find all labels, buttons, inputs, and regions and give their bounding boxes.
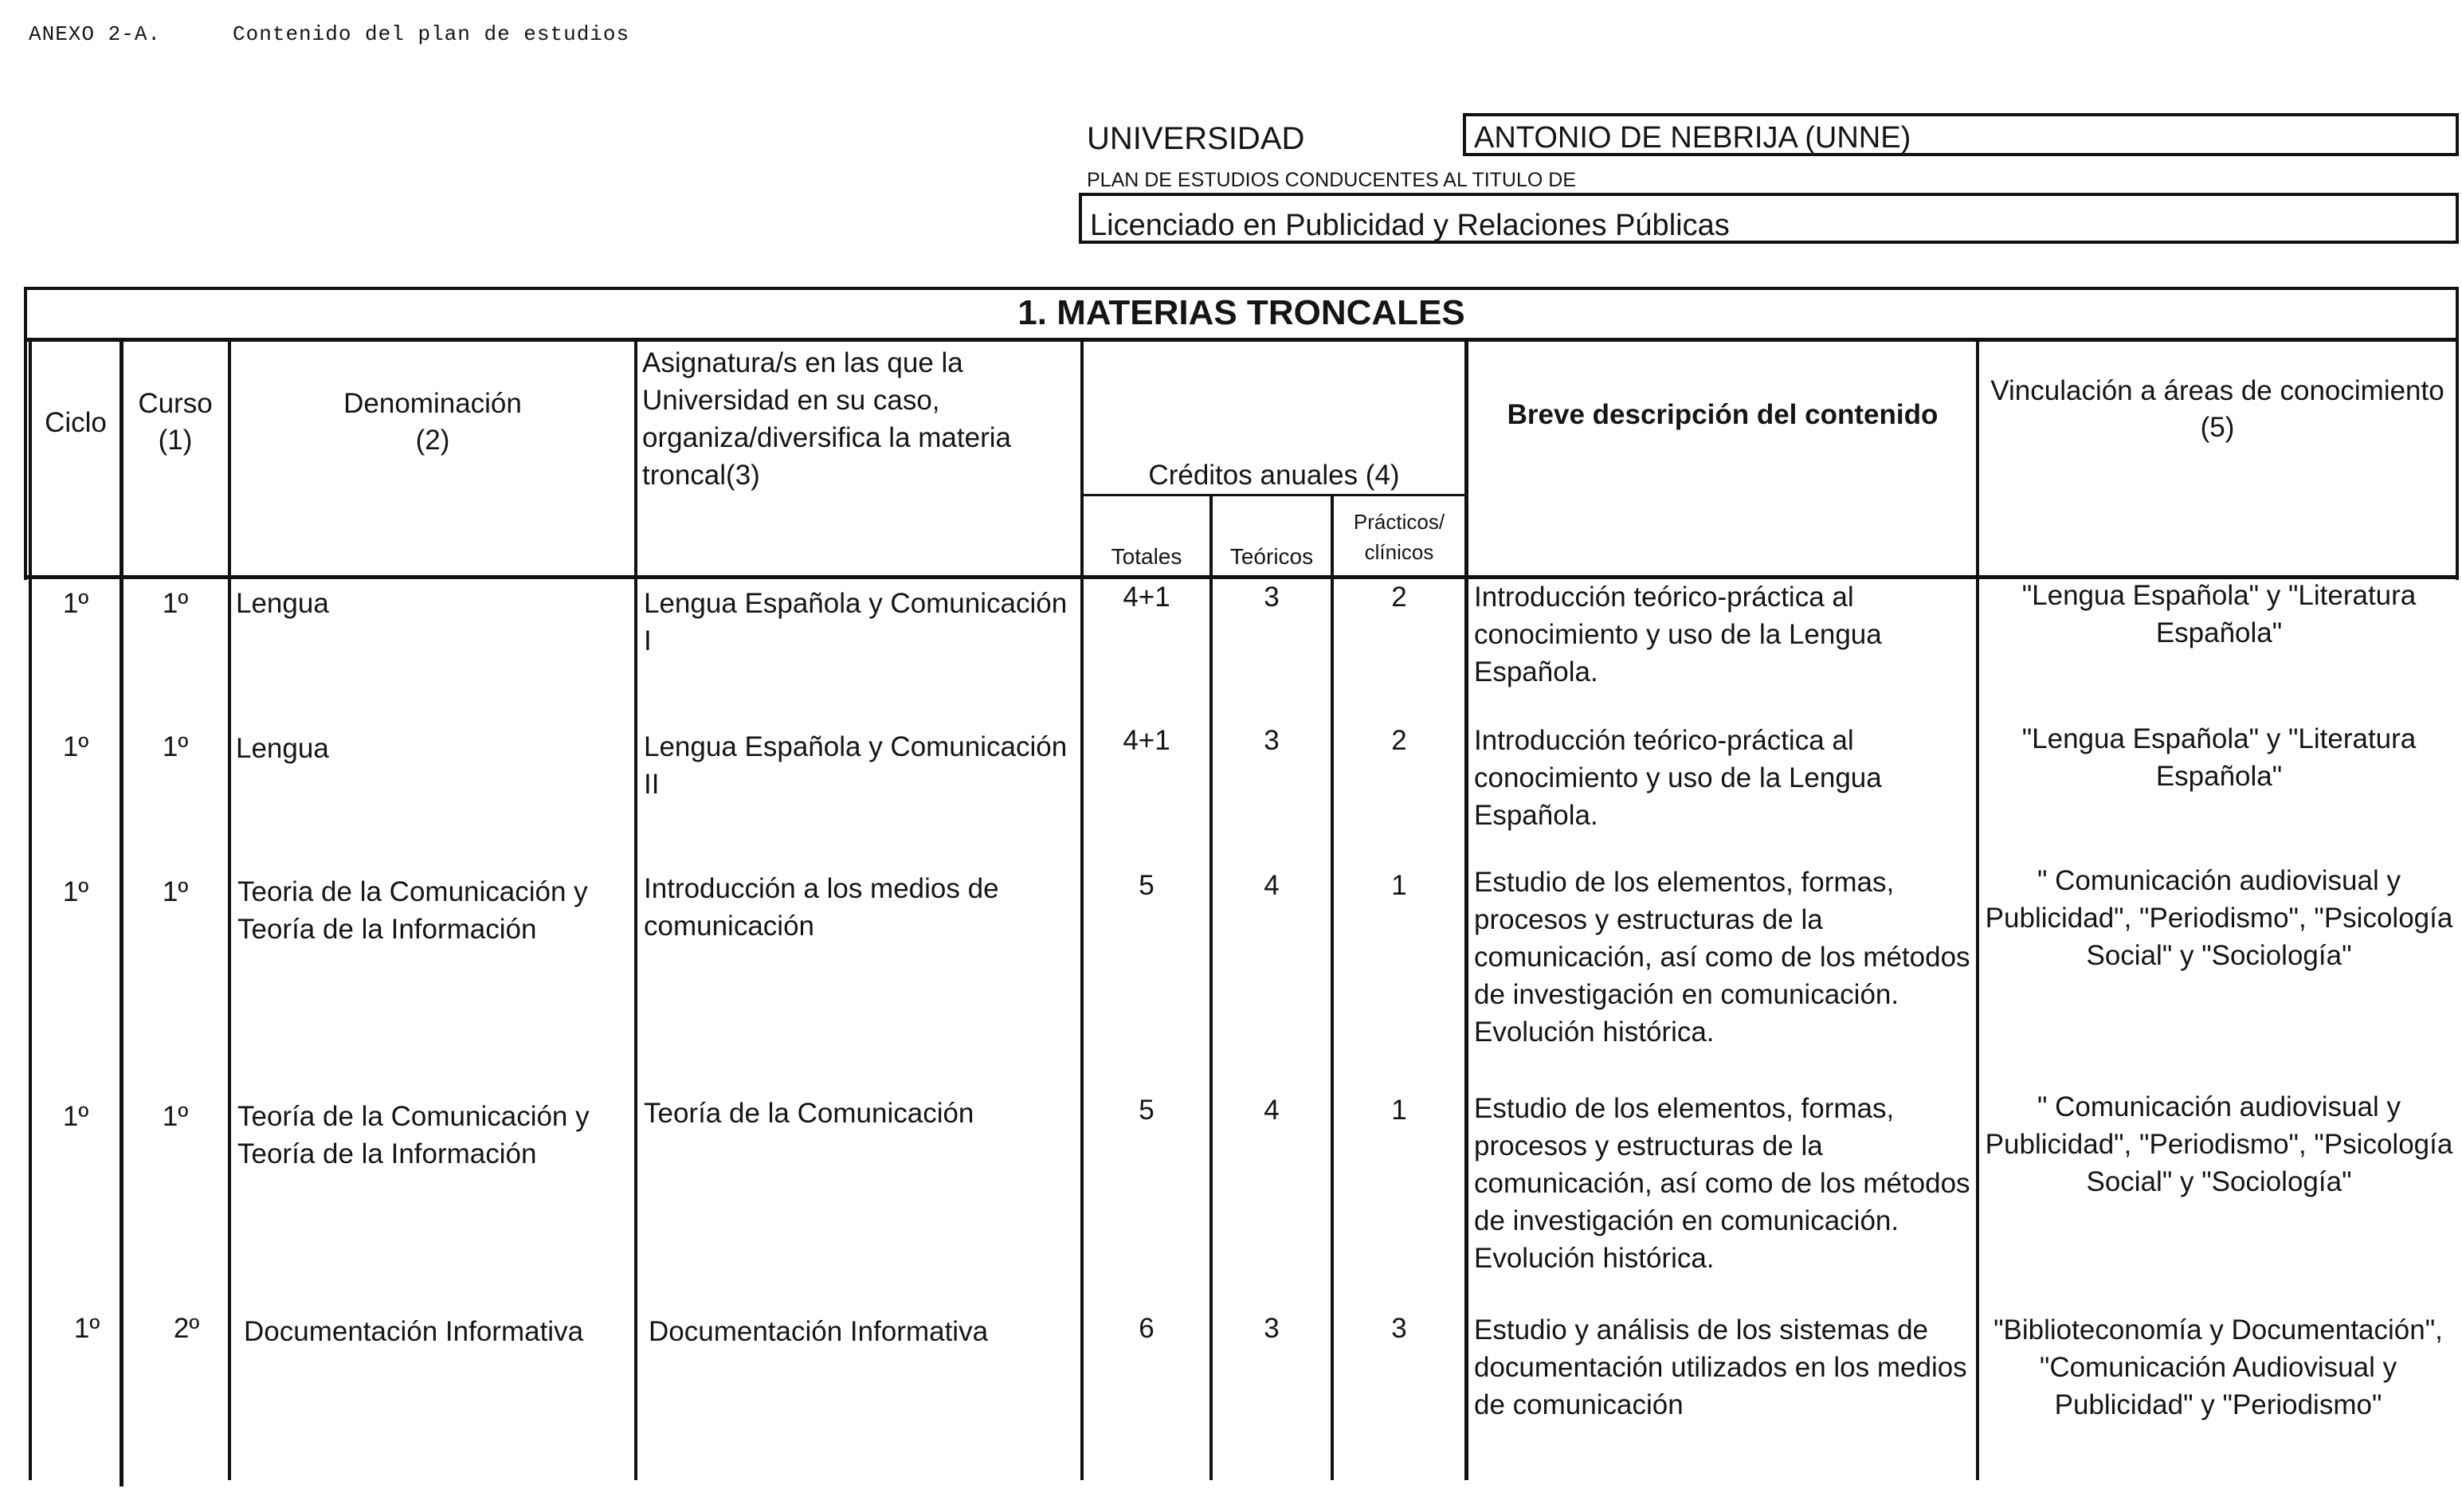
plan-label: PLAN DE ESTUDIOS CONDUCENTES AL TITULO DE: [1087, 169, 1577, 191]
col-curso-label: Curso: [138, 388, 213, 419]
cell-vinculacion: " Comunicación audiovisual y Publicidad", "Periodismo", "Psicología Social" y "Sociología": [1985, 865, 2453, 971]
col-practicos: Prácticos/ clínicos: [1353, 510, 1445, 564]
cell-curso: 1º: [162, 1101, 189, 1132]
cell-totales: 5: [1139, 870, 1155, 901]
cell-totales: 6: [1139, 1313, 1155, 1344]
cell-totales: 5: [1139, 1095, 1155, 1126]
col-ciclo: Ciclo: [45, 407, 107, 438]
col-totales: Totales: [1111, 544, 1182, 569]
cell-teoricos: 3: [1264, 582, 1280, 613]
cell-vinculacion: "Lengua Española" y "Literatura Española": [2021, 723, 2417, 792]
col-teoricos: Teóricos: [1229, 544, 1314, 569]
col-denominacion-note: (2): [415, 425, 450, 456]
cell-teoricos: 4: [1264, 870, 1280, 901]
cell-denominacion: Documentación Informativa: [244, 1316, 584, 1347]
cell-curso: 1º: [162, 588, 189, 619]
cell-practicos: 2: [1391, 582, 1407, 613]
annex-header: [29, 22, 629, 46]
titulo-field: [1079, 193, 2459, 244]
universidad-value: ANTONIO DE NEBRIJA (UNNE): [1474, 121, 1911, 155]
cell-ciclo: 1º: [62, 588, 89, 619]
cell-asignatura: Teoría de la Comunicación: [644, 1098, 974, 1129]
cell-curso: 1º: [162, 876, 189, 907]
cell-vinculacion: "Biblioteconomía y Documentación", "Comunicación Audiovisual y Publicidad" y "Periodismo": [1994, 1314, 2443, 1420]
cell-ciclo: 1º: [73, 1313, 100, 1344]
col-creditos: Créditos anuales (4): [1148, 460, 1400, 491]
cell-denominacion: Lengua: [236, 733, 329, 764]
universidad-label: UNIVERSIDAD: [1087, 121, 1305, 156]
annex-code: ANEXO 2-A.: [29, 22, 162, 46]
cell-asignatura: Lengua Española y Comunicación I: [644, 588, 1068, 656]
col-curso: [123, 386, 228, 459]
cell-denominacion: Lengua: [236, 588, 329, 619]
table-title: 1. MATERIAS TRONCALES: [1017, 293, 1465, 332]
cell-ciclo: 1º: [62, 731, 89, 762]
cell-ciclo: 1º: [62, 1101, 89, 1132]
cell-curso: 1º: [162, 731, 189, 762]
col-denominacion: [231, 386, 634, 459]
universidad-field: [1463, 113, 2459, 156]
cell-descripcion: Introducción teórico-práctica al conocimiento y uso de la Lengua Española.: [1474, 582, 1882, 687]
cell-denominacion: Teoria de la Comunicación y Teoría de la Información: [237, 876, 588, 945]
cell-descripcion: Estudio de los elementos, formas, procesos y estructuras de la comunicación, así como de los métodos de investigación en comunicación. Evolución histórica.: [1474, 1093, 1970, 1274]
col-asignatura: Asignatura/s en las que la Universidad en su caso, organiza/diversifica la materia troncal(3): [642, 347, 1011, 491]
cell-vinculacion: "Lengua Española" y "Literatura Española": [2021, 580, 2417, 648]
cell-descripcion: Estudio de los elementos, formas, procesos y estructuras de la comunicación, así como de los métodos de investigación en comunicación. Evolución histórica.: [1474, 867, 1970, 1048]
col-denominacion-label: Denominación: [343, 388, 522, 419]
cell-denominacion: Teoría de la Comunicación y Teoría de la Información: [237, 1101, 590, 1169]
cell-vinculacion: " Comunicación audiovisual y Publicidad", "Periodismo", "Psicología Social" y "Sociología": [1985, 1091, 2453, 1197]
cell-totales: 4+1: [1123, 725, 1170, 756]
cell-curso: 2º: [173, 1313, 200, 1344]
titulo-value: Licenciado en Publicidad y Relaciones Públicas: [1090, 209, 1730, 242]
col-vinculacion: Vinculación a áreas de conocimiento (5): [1990, 375, 2444, 443]
cell-asignatura: Introducción a los medios de comunicación: [644, 873, 999, 942]
cell-asignatura: Documentación Informativa: [649, 1316, 989, 1347]
cell-practicos: 1: [1391, 1095, 1407, 1126]
cell-asignatura: Lengua Española y Comunicación II: [644, 731, 1068, 800]
cell-ciclo: 1º: [62, 876, 89, 907]
cell-practicos: 3: [1391, 1313, 1407, 1344]
cell-descripcion: Introducción teórico-práctica al conocimiento y uso de la Lengua Española.: [1474, 725, 1882, 831]
col-descripcion: Breve descripción del contenido: [1507, 399, 1939, 430]
cell-practicos: 1: [1391, 870, 1407, 901]
cell-practicos: 2: [1391, 725, 1407, 756]
col-curso-note: (1): [158, 425, 193, 456]
cell-teoricos: 4: [1264, 1095, 1280, 1126]
cell-descripcion: Estudio y análisis de los sistemas de documentación utilizados en los medios de comunicación: [1474, 1314, 1967, 1420]
cell-totales: 4+1: [1123, 582, 1170, 613]
cell-teoricos: 3: [1264, 1313, 1280, 1344]
cell-teoricos: 3: [1264, 725, 1280, 756]
annex-title: Contenido del plan de estudios: [233, 22, 630, 46]
